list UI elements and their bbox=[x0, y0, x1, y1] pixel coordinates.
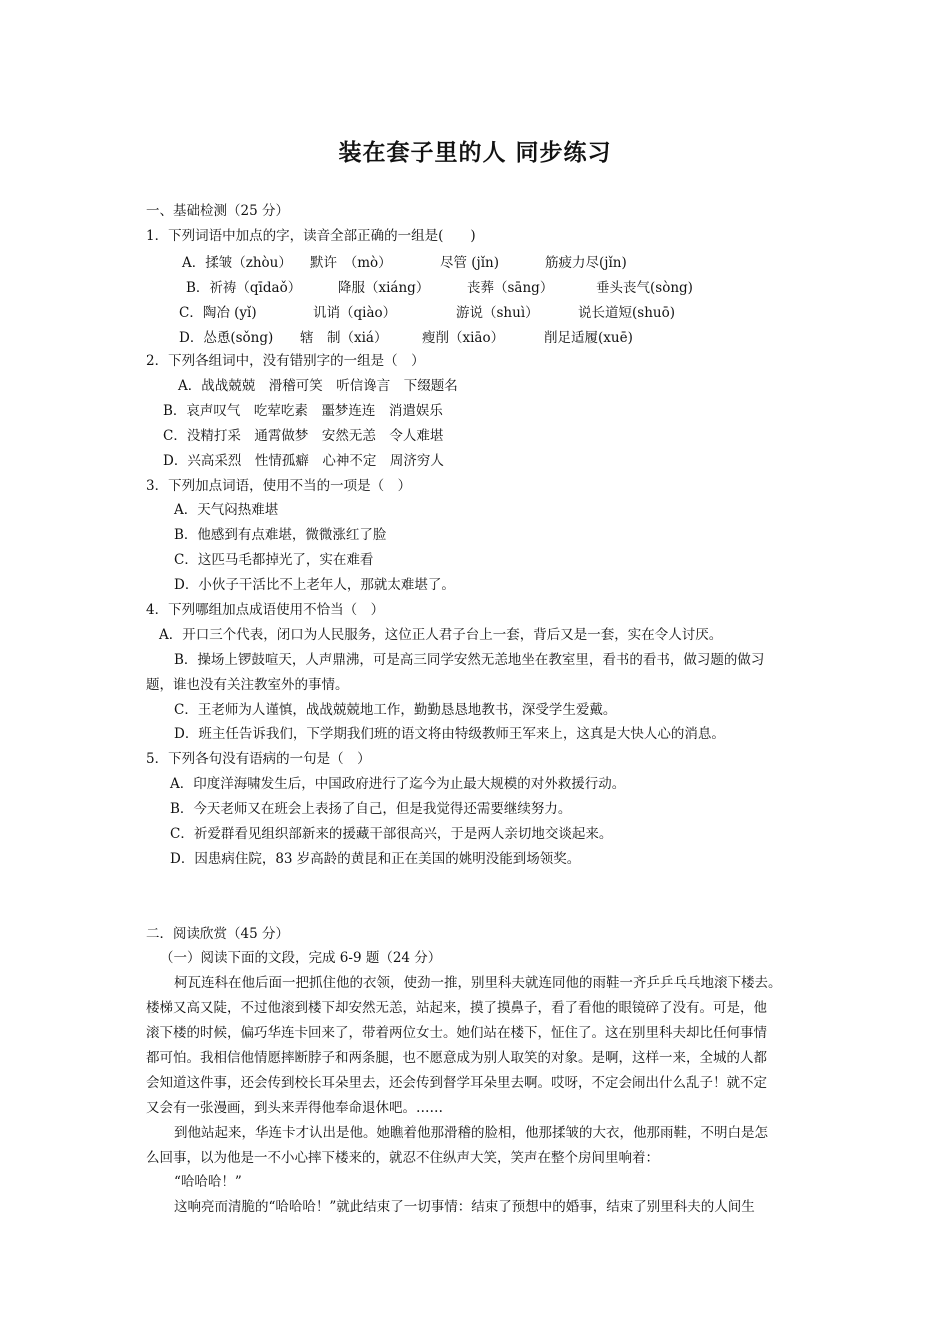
question-4-option-a: A．开口三个代表，闭口为人民服务，这位正人君子台上一套，背后又是一套，实在令人讨厌。 bbox=[159, 627, 723, 643]
option-cell: 垂头丧气(sòng) bbox=[596, 280, 693, 296]
question-1-stem: 1．下列词语中加点的字，读音全部正确的一组是( ) bbox=[146, 228, 476, 244]
passage-line: 到他站起来，华连卡才认出是他。她瞧着他那滑稽的脸相，他那揉皱的大衣，他那雨鞋，不明白是怎 bbox=[174, 1125, 768, 1141]
option-cell: 降服（xiáng） bbox=[338, 280, 430, 296]
question-3-option-c: C．这匹马毛都掉光了，实在难看 bbox=[174, 552, 374, 568]
question-3-option-d: D．小伙子干活比不上老年人，那就太难堪了。 bbox=[174, 577, 455, 593]
option-cell: 筋疲力尽(jǐn) bbox=[545, 255, 627, 271]
question-2-option-b: B．哀声叹气 吃荤吃素 噩梦连连 消遣娱乐 bbox=[163, 403, 443, 419]
reading-sub-heading: （一）阅读下面的文段，完成 6-9 题（24 分） bbox=[160, 950, 442, 966]
section-heading: 一、基础检测（25 分） bbox=[146, 203, 289, 219]
passage-line: 这响亮而清脆的“哈哈哈！”就此结束了一切事情：结束了预想中的婚事，结束了别里科夫的人间生 bbox=[174, 1199, 755, 1215]
option-cell: 默许 （mò） bbox=[310, 255, 392, 271]
passage-line: 又会有一张漫画，到头来弄得他奉命退休吧。…… bbox=[146, 1100, 443, 1116]
option-cell: 辖 制（xiá） bbox=[300, 330, 388, 346]
question-4-stem: 4．下列哪组加点成语使用不恰当（ ） bbox=[146, 602, 385, 618]
passage-line: 么回事，以为他是一不小心摔下楼来的，就忍不住纵声大笑，笑声在整个房间里响着： bbox=[146, 1150, 659, 1166]
option-cell: 丧葬（sāng） bbox=[467, 280, 554, 296]
option-cell: 游说（shuì） bbox=[456, 305, 539, 321]
question-5-option-a: A．印度洋海啸发生后，中国政府进行了迄今为止最大规模的对外救援行动。 bbox=[170, 776, 626, 792]
option-cell: 瘦削（xiāo） bbox=[422, 330, 505, 346]
passage-line: 会知道这件事，还会传到校长耳朵里去，还会传到督学耳朵里去啊。哎呀，不定会闹出什么乱子！就不定 bbox=[146, 1075, 767, 1091]
question-2-option-d: D．兴高采烈 性情孤癖 心神不定 周济穷人 bbox=[163, 453, 444, 469]
question-5-stem: 5．下列各句没有语病的一句是（ ） bbox=[146, 751, 371, 767]
question-3-stem: 3．下列加点词语，使用不当的一项是（ ） bbox=[146, 478, 412, 494]
question-2-option-a: A．战战兢兢 滑稽可笑 听信谗言 下缀题名 bbox=[178, 378, 458, 394]
question-3-option-a: A．天气闷热难堪 bbox=[174, 502, 279, 518]
section-heading: 二．阅读欣赏（45 分） bbox=[146, 926, 289, 942]
question-5-option-b: B．今天老师又在班会上表扬了自己，但是我觉得还需要继续努力。 bbox=[170, 801, 572, 817]
passage-line: 楼梯又高又陡，不过他滚到楼下却安然无恙，站起来，摸了摸鼻子，看了看他的眼镜碎了没有。可是，他 bbox=[146, 1000, 767, 1016]
question-3-option-b: B．他感到有点难堪，微微涨红了脸 bbox=[174, 527, 387, 543]
question-5-option-c: C．祈爱群看见组织部新来的援藏干部很高兴，于是两人亲切地交谈起来。 bbox=[170, 826, 613, 842]
option-cell: 讥诮（qiào） bbox=[313, 305, 397, 321]
option-cell: D．怂恿(sǒng) bbox=[179, 330, 274, 346]
question-2-stem: 2．下列各组词中，没有错别字的一组是（ ） bbox=[146, 353, 425, 369]
option-cell: 削足适履(xuē) bbox=[544, 330, 633, 346]
question-4-option-b-cont: 题，谁也没有关注教室外的事情。 bbox=[146, 677, 349, 693]
passage-line: “哈哈哈！” bbox=[174, 1174, 242, 1190]
option-cell: B．祈祷（qīdaǒ） bbox=[186, 280, 302, 296]
document-title: 装在套子里的人 同步练习 bbox=[338, 140, 612, 166]
question-2-option-c: C．没精打采 通霄做梦 安然无恙 令人难堪 bbox=[163, 428, 444, 444]
question-4-option-b: B．操场上锣鼓喧天，人声鼎沸，可是高三同学安然无恙地坐在教室里，看书的看书，做习题的做习 bbox=[174, 652, 765, 668]
question-4-option-c: C．王老师为人谨慎，战战兢兢地工作，勤勤恳恳地教书，深受学生爱戴。 bbox=[174, 702, 617, 718]
question-4-option-d: D．班主任告诉我们，下学期我们班的语文将由特级教师王军来上，这真是大快人心的消息。 bbox=[174, 726, 725, 742]
passage-line: 滚下楼的时候，偏巧华连卡回来了，带着两位女士。她们站在楼下，怔住了。这在别里科夫却比任何事情 bbox=[146, 1025, 767, 1041]
question-5-option-d: D．因患病住院，83 岁高龄的黄昆和正在美国的姚明没能到场领奖。 bbox=[170, 851, 581, 867]
option-cell: 说长道短(shuō) bbox=[578, 305, 675, 321]
option-cell: A．揉皱（zhòu） bbox=[182, 255, 292, 271]
option-cell: 尽管 (jǐn) bbox=[440, 255, 500, 271]
passage-line: 都可怕。我相信他情愿摔断脖子和两条腿，也不愿意成为别人取笑的对象。是啊，这样一来，全城的人都 bbox=[146, 1050, 767, 1066]
passage-line: 柯瓦连科在他后面一把抓住他的衣领，使劲一推，别里科夫就连同他的雨鞋一齐乒乒乓乓地滚下楼去。 bbox=[174, 975, 782, 991]
option-cell: C．陶冶 (yǐ) bbox=[179, 305, 257, 321]
